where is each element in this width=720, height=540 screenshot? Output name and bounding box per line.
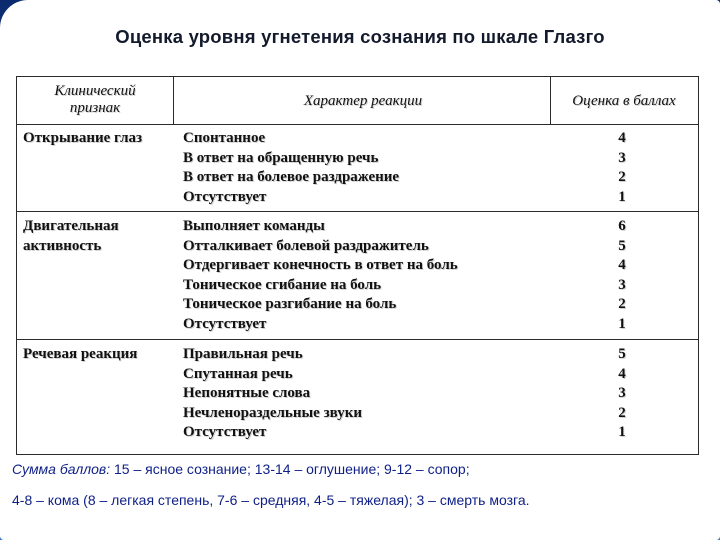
- reactions-motor-activity: [183, 217, 458, 335]
- sign-label: Открывание глаз: [23, 130, 143, 146]
- reaction-item: Спутанная речь: [183, 365, 293, 382]
- page-title: Оценка уровня угнетения сознания по шкале Глазго: [115, 26, 605, 47]
- score-value: 1: [618, 188, 626, 205]
- score-value: 2: [618, 296, 626, 313]
- glasgow-scale-table: [16, 76, 699, 455]
- row-divider: [17, 124, 698, 125]
- reaction-item: Тоническое разгибание на боль: [183, 296, 397, 313]
- score-value: 1: [618, 315, 626, 332]
- score-value: 2: [618, 169, 626, 186]
- header-clinical-sign-line2: признак: [69, 100, 121, 116]
- reaction-item: В ответ на обращенную речь: [183, 149, 379, 166]
- score-value: 2: [618, 404, 626, 421]
- score-value: 1: [618, 424, 626, 441]
- sign-motor-activity: [23, 217, 119, 256]
- header-divider-2: [550, 77, 551, 124]
- sign-label: Двигательная: [23, 218, 119, 234]
- row-divider: [17, 339, 698, 340]
- reactions-verbal-response: [183, 345, 362, 443]
- score-sum-line1: 15 – ясное сознание; 13-14 – оглушение; 9-12 – сопор;: [110, 461, 470, 477]
- header-clinical-sign: [19, 83, 171, 117]
- table-header-row: [17, 77, 698, 124]
- score-value: 5: [618, 346, 626, 362]
- score-value: 4: [618, 130, 626, 146]
- reaction-item: Нечленораздельные звуки: [183, 404, 362, 421]
- header-clinical-sign-line1: Клинический: [54, 83, 136, 99]
- score-value: 3: [618, 276, 626, 293]
- score-value: 4: [618, 257, 626, 274]
- scores-motor-activity: [607, 217, 637, 335]
- header-score: Оценка в баллах: [572, 93, 676, 109]
- header-reaction: Характер реакции: [303, 93, 423, 109]
- header-divider-1: [173, 77, 174, 124]
- sign-label: активность: [23, 237, 102, 254]
- reaction-item: Правильная речь: [183, 346, 303, 362]
- reaction-item: Тоническое сгибание на боль: [183, 276, 382, 293]
- reaction-item: Отсутствует: [183, 315, 267, 332]
- score-sum-line2: 4-8 – кома (8 – легкая степень, 7-6 – средняя, 4-5 – тяжелая); 3 – смерть мозга.: [12, 492, 530, 508]
- sign-eye-opening: [23, 129, 142, 149]
- score-sum-label: Сумма баллов:: [12, 461, 111, 477]
- scores-eye-opening: [607, 129, 637, 207]
- score-value: 6: [618, 218, 626, 234]
- score-sum-note: [12, 461, 470, 477]
- sign-verbal-response: [23, 345, 137, 365]
- score-value: 4: [618, 365, 626, 382]
- reaction-item: Отсутствует: [183, 188, 267, 205]
- score-value: 3: [618, 385, 626, 402]
- reaction-item: Отталкивает болевой раздражитель: [183, 237, 429, 254]
- score-value: 5: [618, 237, 626, 254]
- score-value: 3: [618, 149, 626, 166]
- reaction-item: Непонятные слова: [183, 385, 311, 402]
- reaction-item: Спонтанное: [183, 130, 266, 146]
- reaction-item: В ответ на болевое раздражение: [183, 169, 400, 186]
- row-divider: [17, 211, 698, 212]
- reaction-item: Выполняет команды: [183, 218, 325, 234]
- reaction-item: Отдергивает конечность в ответ на боль: [183, 257, 458, 274]
- sign-label: Речевая реакция: [23, 346, 138, 362]
- reactions-eye-opening: [183, 129, 399, 207]
- scores-verbal-response: [607, 345, 637, 443]
- reaction-item: Отсутствует: [183, 424, 267, 441]
